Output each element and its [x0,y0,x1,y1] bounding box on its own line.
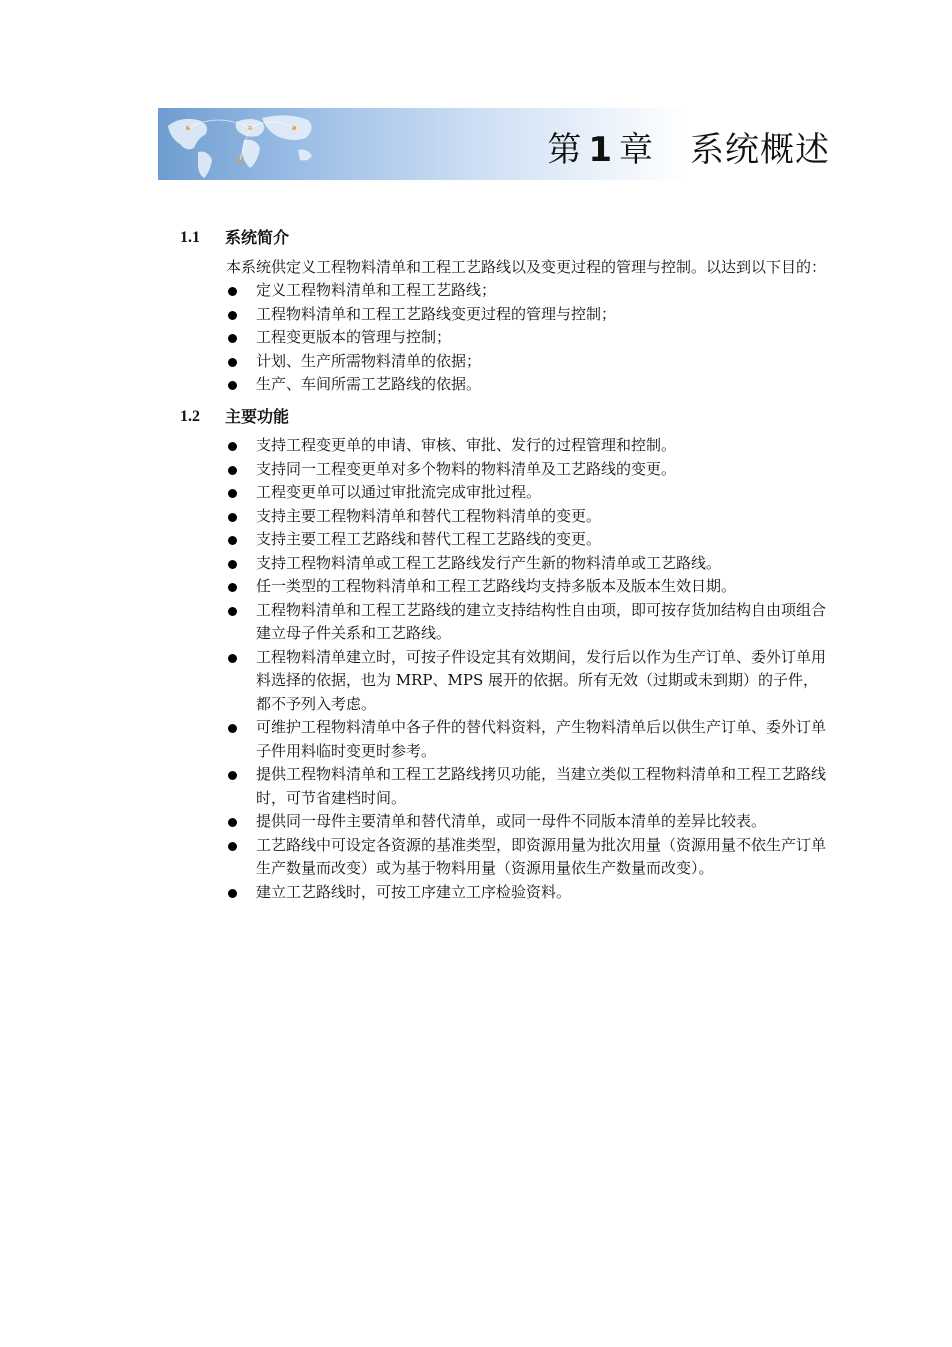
list-item: 工艺路线中可设定各资源的基准类型，即资源用量为批次用量（资源用量不依生产订单生产数量而改变）或为基于物料用量（资源用量依生产数量而改变）。 [226,834,832,881]
list-item: 工程物料清单建立时，可按子件设定其有效期间，发行后以作为生产订单、委外订单用料选择的依据，也为 MRP、MPS 展开的依据。所有无效（过期或未到期）的子件，都不予列入考虑。 [226,646,832,717]
chapter-number: 1 [588,130,613,170]
section-title: 主要功能 [225,406,290,426]
bullet-icon [228,536,237,545]
section-number: 1.1 [180,229,200,246]
list-item: 提供工程物料清单和工程工艺路线拷贝功能，当建立类似工程物料清单和工程工艺路线时，可节省建档时间。 [226,763,832,810]
chapter-banner [158,108,838,180]
section-intro: 本系统供定义工程物料清单和工程工艺路线以及变更过程的管理与控制。以达到以下目的： [226,257,827,276]
list-item: 定义工程物料清单和工程工艺路线； [226,279,832,303]
bullet-icon [228,442,237,451]
list-item: 支持主要工程物料清单和替代工程物料清单的变更。 [226,505,832,529]
section-title: 系统简介 [225,228,290,247]
bullet-icon [228,287,237,296]
list-item: 提供同一母件主要清单和替代清单，或同一母件不同版本清单的差异比较表。 [226,810,832,834]
chapter-prefix: 第 [547,130,583,170]
list-item: 工程变更单可以通过审批流完成审批过程。 [226,481,832,505]
bullet-icon [228,583,237,592]
bullet-list [180,434,832,904]
bullet-icon [228,654,237,663]
list-item: 支持同一工程变更单对多个物料的物料清单及工艺路线的变更。 [226,458,832,482]
list-item: 支持工程变更单的申请、审核、审批、发行的过程管理和控制。 [226,434,832,458]
bullet-icon [228,771,237,780]
chapter-suffix: 章 [619,130,654,170]
bullet-icon [228,334,237,343]
list-item: 工程物料清单和工程工艺路线变更过程的管理与控制； [226,303,832,327]
bullet-icon [228,842,237,851]
world-map-icon [158,108,538,180]
bullet-icon [228,466,237,475]
list-item: 支持工程物料清单或工程工艺路线发行产生新的物料清单或工艺路线。 [226,552,832,576]
bullet-icon [228,607,237,616]
section-heading [180,405,832,429]
list-item: 工程变更版本的管理与控制； [226,326,832,350]
chapter-title [547,122,830,171]
bullet-icon [228,311,237,320]
section-heading [180,226,832,250]
bullet-icon [228,560,237,569]
bullet-icon [228,889,237,898]
list-item: 工程物料清单和工程工艺路线的建立支持结构性自由项，即可按存货加结构自由项组合建立母子件关系和工艺路线。 [226,599,832,646]
bullet-icon [228,513,237,522]
section-number: 1.2 [180,407,200,425]
bullet-icon [228,381,237,390]
bullet-list [180,279,832,397]
chapter-content [180,226,832,912]
list-item: 支持主要工程工艺路线和替代工程工艺路线的变更。 [226,528,832,552]
bullet-icon [228,489,237,498]
list-item: 任一类型的工程物料清单和工程工艺路线均支持多版本及版本生效日期。 [226,575,832,599]
list-item: 生产、车间所需工艺路线的依据。 [226,373,832,397]
bullet-icon [228,358,237,367]
bullet-icon [228,818,237,827]
list-item: 可维护工程物料清单中各子件的替代料资料，产生物料清单后以供生产订单、委外订单子件用料临时变更时参考。 [226,716,832,763]
list-item: 建立工艺路线时，可按工序建立工序检验资料。 [226,881,832,905]
chapter-name: 系统概述 [690,130,830,170]
bullet-icon [228,724,237,733]
list-item: 计划、生产所需物料清单的依据； [226,350,832,374]
